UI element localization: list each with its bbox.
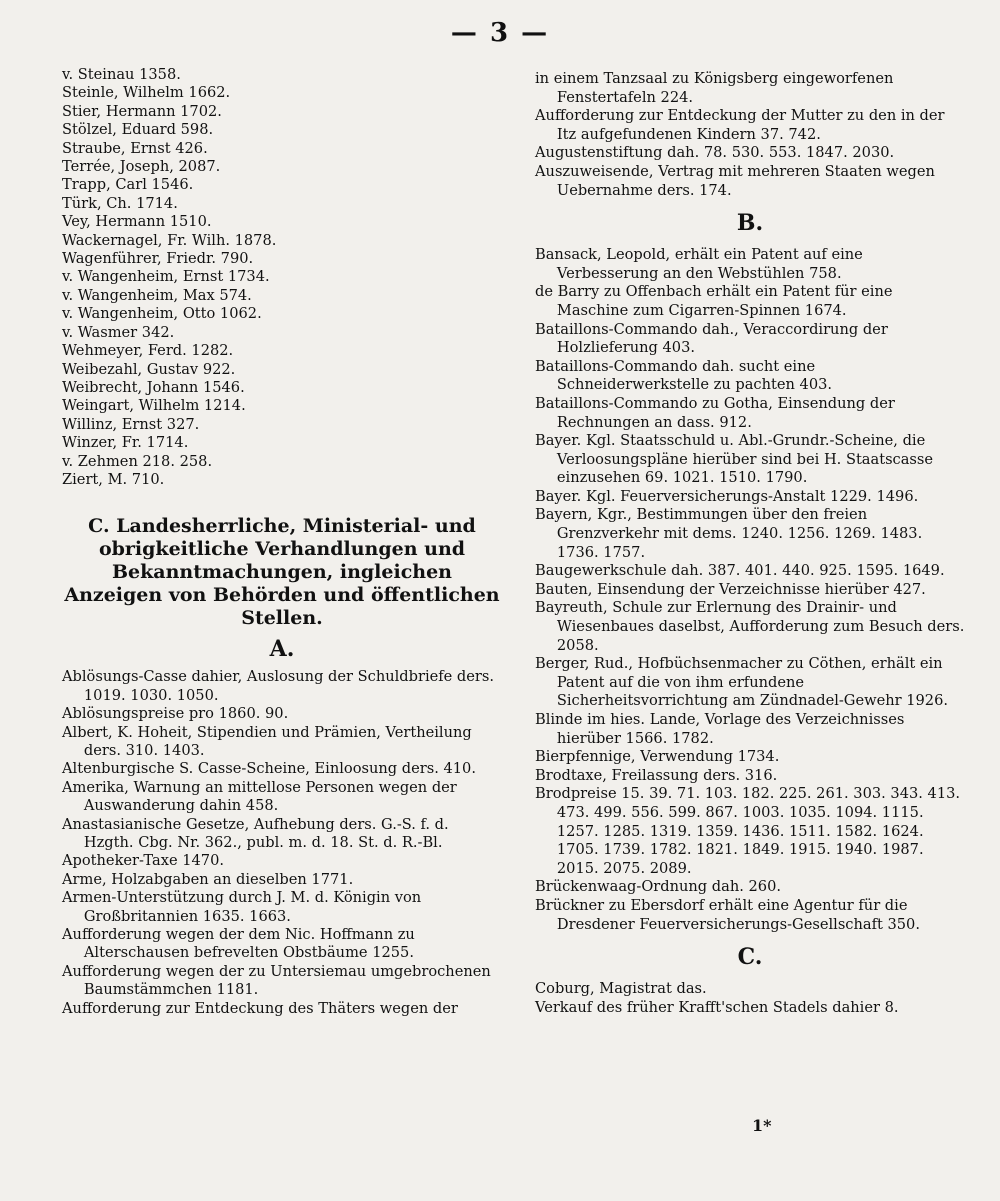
index-entry: Altenburgische S. Casse-Scheine, Einloosung ders. 410.	[62, 760, 476, 778]
index-entry: Verkauf des früher Krafft'schen Stadels dahier 8.	[535, 998, 899, 1016]
index-entry: v. Wangenheim, Max 574.	[62, 286, 252, 304]
index-entry: Terrée, Joseph, 2087.	[62, 158, 221, 176]
index-entry: Bataillons-Commando dah. sucht eine Schneiderwerkstelle zu pachten 403.	[535, 357, 833, 394]
index-entry: Bayreuth, Schule zur Erlernung des Drainir- und Wiesenbaues daselbst, Aufforderung zum Besuch ders. 2058.	[535, 599, 965, 654]
index-entry: Bataillons-Commando dah., Veraccordirung der Holzlieferung 403.	[535, 320, 888, 357]
index-entry: v. Wangenheim, Ernst 1734.	[62, 268, 270, 286]
index-entry: Ablösungspreise pro 1860. 90.	[62, 705, 289, 723]
page-number: — 3 —	[450, 18, 550, 48]
index-entry: Auszuweisende, Vertrag mit mehreren Staaten wegen Uebernahme ders. 174.	[535, 162, 935, 199]
signature-mark: 1*	[752, 1116, 772, 1135]
index-entry: Aufforderung zur Entdeckung der Mutter zu den in der Itz aufgefundenen Kindern 37. 742.	[535, 107, 945, 143]
index-entry: Weibezahl, Gustav 922.	[62, 360, 236, 378]
index-entry: Brückenwaag-Ordnung dah. 260.	[535, 878, 781, 896]
left-column	[62, 66, 502, 1018]
index-entry: Steinle, Wilhelm 1662.	[62, 84, 231, 102]
right-column	[535, 70, 965, 1017]
entries-c	[535, 980, 965, 1017]
index-entry: Arme, Holzabgaben an dieselben 1771.	[62, 870, 354, 888]
index-entry: Winzer, Fr. 1714.	[62, 434, 189, 452]
index-entry: Wagenführer, Friedr. 790.	[62, 250, 254, 268]
index-entry: Ablösungs-Casse dahier, Auslosung der Schuldbriefe ders. 1019. 1030. 1050.	[62, 668, 495, 704]
index-entry: Straube, Ernst 426.	[62, 139, 208, 157]
index-entry: Aufforderung wegen der zu Untersiemau umgebrochenen Baumstämmchen 1181.	[62, 962, 491, 999]
index-entry: Brodpreise 15. 39. 71. 103. 182. 225. 261. 303. 343. 413. 473. 499. 556. 599. 867. 1003. 1035. 1094. 1115. 1257. 1285. 1319. 1359. 1436. 1511. 1582. 1624. 1705. 1739. 1782. 1821. 1849. 1915. 1940. 1987. 2015. 2075. 2089.	[535, 785, 961, 877]
index-entry: Albert, K. Hoheit, Stipendien und Prämien, Vertheilung ders. 310. 1403.	[62, 723, 472, 759]
index-entry: Coburg, Magistrat das.	[535, 980, 707, 998]
index-entry: Bayer. Kgl. Feuerversicherungs-Anstalt 1229. 1496.	[535, 487, 919, 505]
index-entry: Bansack, Leopold, erhält ein Patent auf eine Verbesserung an den Webstühlen 758.	[535, 246, 863, 282]
entries-a	[62, 668, 502, 1018]
index-entry: de Barry zu Offenbach erhält ein Patent für eine Maschine zum Cigarren-Spinnen 1674.	[535, 283, 893, 319]
index-entry: Stier, Hermann 1702.	[62, 102, 222, 120]
section-heading: C. Landesherrliche, Ministerial- und obrigkeitliche Verhandlungen und Bekanntmachungen, ingleichen Anzeigen von Behörden und öffentlichen Stellen.	[64, 515, 500, 630]
entries-a-continued	[535, 70, 965, 200]
index-entry: Berger, Rud., Hofbüchsenmacher zu Cöthen, erhält ein Patent auf die von ihm erfundene Sicherheitsvorrichtung am Zündnadel-Gewehr 1926.	[535, 655, 949, 710]
index-entry: v. Wangenheim, Otto 1062.	[62, 305, 262, 323]
index-entry: Ziert, M. 710.	[62, 470, 165, 488]
index-entry: Wackernagel, Fr. Wilh. 1878.	[62, 231, 277, 249]
index-entry: Weingart, Wilhelm 1214.	[62, 397, 246, 415]
index-entry: v. Zehmen 218. 258.	[62, 452, 213, 470]
index-entry: Aufforderung zur Entdeckung des Thäters wegen der	[62, 999, 458, 1017]
index-entry: v. Wasmer 342.	[62, 323, 175, 341]
index-entry: Weibrecht, Johann 1546.	[62, 378, 245, 396]
index-entry: Bayern, Kgr., Bestimmungen über den freien Grenzverkehr mit dems. 1240. 1256. 1269. 1483. 1736. 1757.	[535, 506, 923, 561]
index-entry: Baugewerkschule dah. 387. 401. 440. 925. 1595. 1649.	[535, 562, 945, 580]
index-entry: Wehmeyer, Ferd. 1282.	[62, 342, 234, 360]
index-entry: Bayer. Kgl. Staatsschuld u. Abl.-Grundr.-Scheine, die Verloosungspläne hierüber sind bei H. Staatscasse einzusehen 69. 1021. 1510. 1790.	[535, 432, 934, 487]
index-entry: Trapp, Carl 1546.	[62, 176, 194, 194]
index-entry: Brodtaxe, Freilassung ders. 316.	[535, 766, 778, 784]
index-entry: Augustenstiftung dah. 78. 530. 553. 1847. 2030.	[535, 144, 895, 162]
index-entry: Bierpfennige, Verwendung 1734.	[535, 748, 780, 766]
index-entry: Apotheker-Taxe 1470.	[62, 852, 225, 870]
index-entry: v. Steinau 1358.	[62, 66, 181, 83]
index-entry: Brückner zu Ebersdorf erhält eine Agentur für die Dresdener Feuerversicherungs-Gesellschaft 350.	[535, 896, 920, 933]
index-entry: Vey, Hermann 1510.	[62, 213, 212, 231]
index-entry: Amerika, Warnung an mittellose Personen wegen der Auswanderung dahin 458.	[62, 778, 457, 815]
index-entry: Bauten, Einsendung der Verzeichnisse hierüber 427.	[535, 580, 926, 598]
index-entry: Willinz, Ernst 327.	[62, 415, 200, 433]
letter-heading-c: C.	[737, 944, 763, 971]
index-entry: Blinde im hies. Lande, Vorlage des Verzeichnisses hierüber 1566. 1782.	[535, 711, 905, 747]
letter-heading-b: B.	[736, 210, 764, 237]
entries-b	[535, 246, 965, 934]
index-entry: Türk, Ch. 1714.	[62, 194, 178, 212]
name-list	[62, 66, 502, 489]
index-entry: Stölzel, Eduard 598.	[62, 121, 214, 139]
index-entry: Armen-Unterstützung durch J. M. d. Königin von Großbritannien 1635. 1663.	[62, 889, 422, 925]
index-entry: Aufforderung wegen der dem Nic. Hoffmann zu Alterschausen befrevelten Obstbäume 1255.	[62, 926, 415, 962]
letter-heading-a: A.	[269, 636, 295, 663]
index-entry: Anastasianische Gesetze, Aufhebung ders. G.-S. f. d. Hzgth. Cbg. Nr. 362., publ. m. d. 18. St. d. R.-Bl.	[62, 815, 449, 851]
index-entry: in einem Tanzsaal zu Königsberg eingeworfenen Fenstertafeln 224.	[535, 70, 894, 106]
index-entry: Bataillons-Commando zu Gotha, Einsendung der Rechnungen an dass. 912.	[535, 394, 895, 431]
